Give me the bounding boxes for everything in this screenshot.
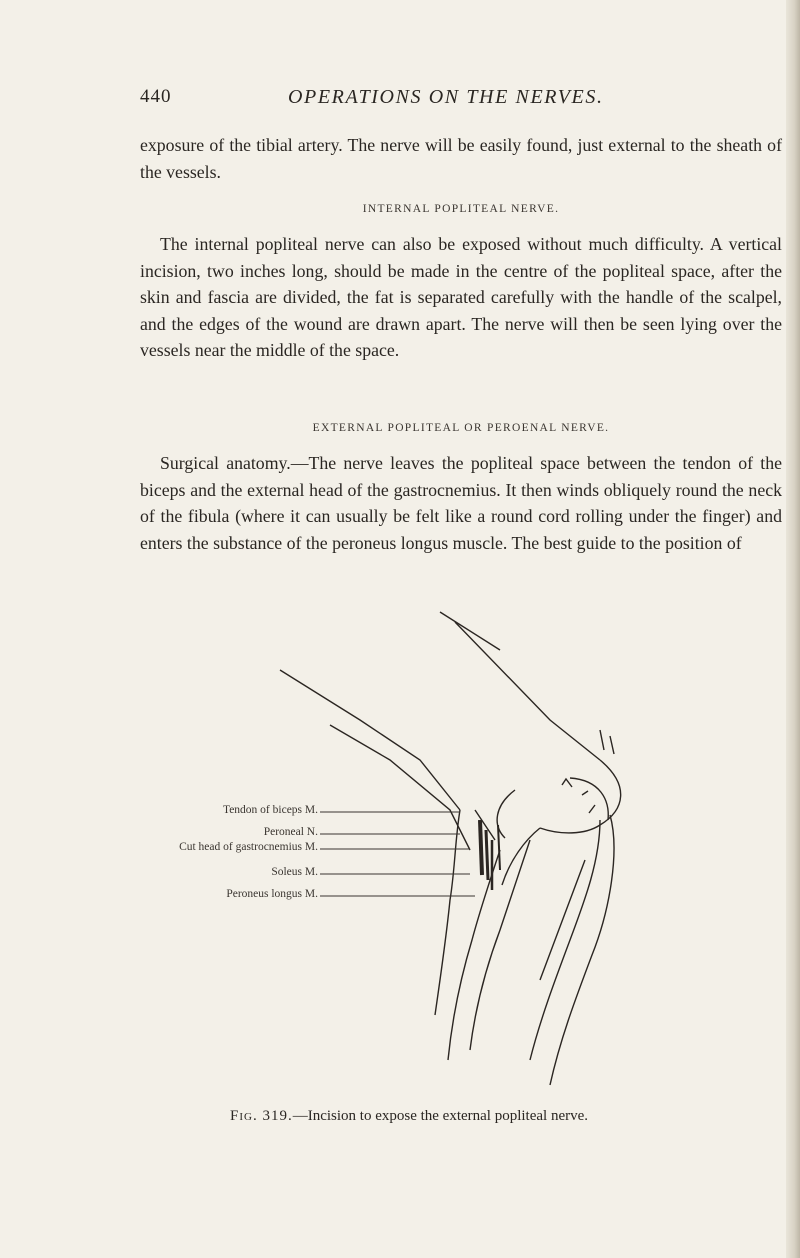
running-title: OPERATIONS ON THE NERVES. [288, 86, 604, 108]
label-peroneus-longus: Peroneus longus M. [226, 888, 318, 900]
label-tendon-of-biceps: Tendon of biceps M. [222, 804, 318, 816]
label-cut-head-gastrocnemius: Cut head of gastrocnemius M. [179, 841, 318, 853]
page-number: 440 [140, 86, 172, 107]
paragraph-internal-popliteal [140, 231, 782, 364]
figure-labels [130, 800, 318, 910]
caption-text: —Incision to expose the external popliteal nerve. [292, 1108, 589, 1124]
section-heading-internal-popliteal: INTERNAL POPLITEAL NERVE. [362, 203, 560, 215]
paragraph-text: exposure of the tibial artery. The nerve will be easily found, just external to the sheath of the vessels. [140, 135, 782, 182]
figure-caption [230, 1108, 770, 1125]
paragraph-text: The internal popliteal nerve can also be exposed without much difficulty. A vertical incision, two inches long, should be made in the centre of the popliteal space, after the skin and fascia are divided, the fat is separated carefully with the handle of the scalpel, and the edges of the wound are drawn apart. The nerve will then be seen lying over the vessels near the middle of the space. [140, 234, 782, 360]
paragraph-text: Surgical anatomy.—The nerve leaves the popliteal space between the tendon of the biceps and the external head of the gastrocnemius. It then winds obliquely round the neck of the fibula (where it can usually be felt like a round cord rolling under the finger) and enters the substance of the peroneus longus muscle. The best guide to the position of [140, 453, 782, 553]
paragraph-continued [140, 132, 782, 185]
paragraph-external-popliteal [140, 450, 782, 556]
label-peroneal-nerve: Peroneal N. [263, 826, 318, 838]
anatomical-figure [130, 610, 770, 1130]
label-soleus: Soleus M. [271, 866, 318, 878]
section-heading-external-popliteal: EXTERNAL POPLITEAL OR PEROENAL NERVE. [312, 422, 610, 434]
page-edge [786, 0, 800, 1258]
figure-number: Fig. 319. [230, 1108, 293, 1124]
running-head [140, 86, 640, 116]
